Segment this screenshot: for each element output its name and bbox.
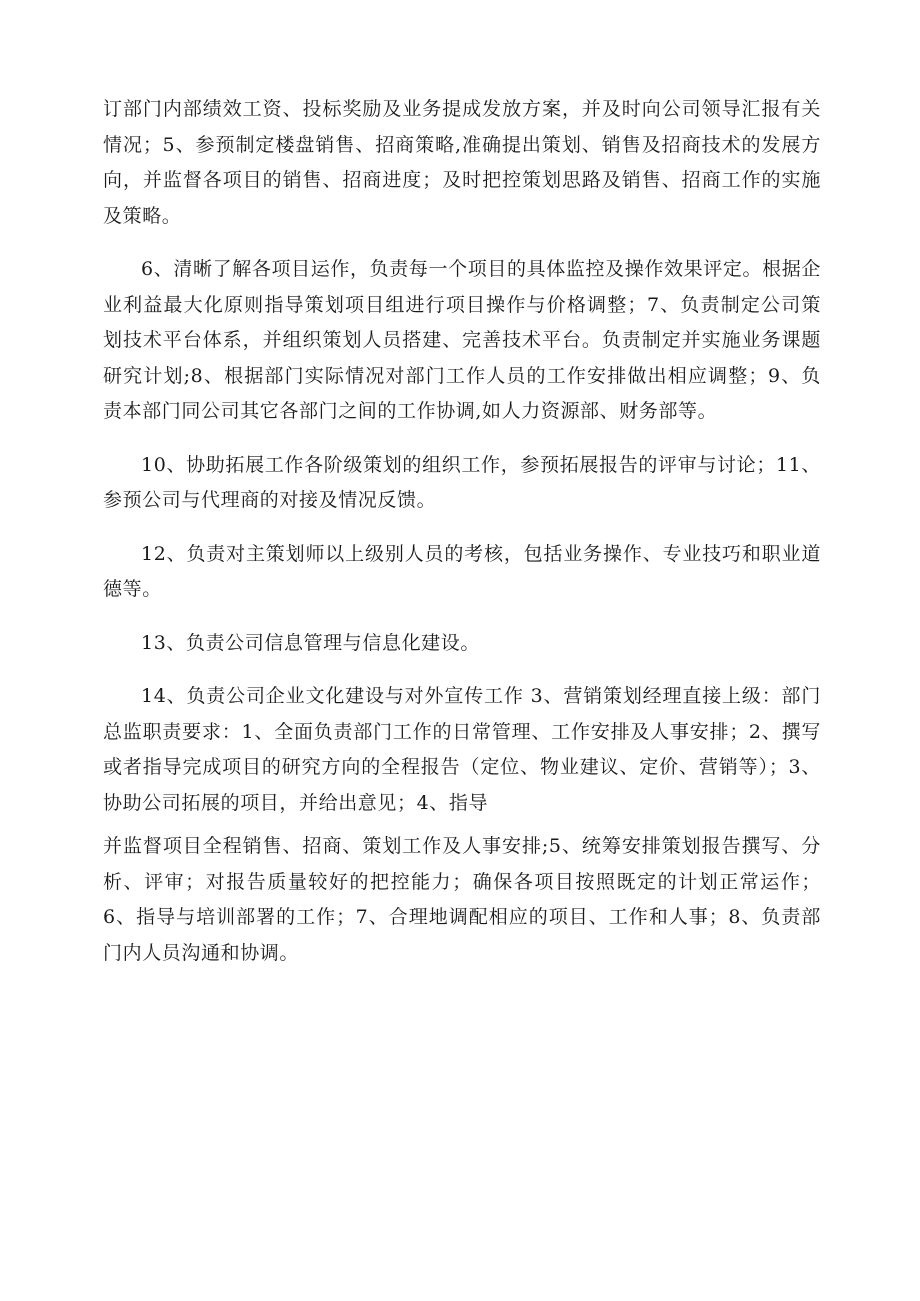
paragraph-3: 10、协助拓展工作各阶级策划的组织工作，参预拓展报告的评审与讨论；11、参预公司与代理商的对接及情况反馈。 xyxy=(103,453,821,511)
paragraph-4: 12、负责对主策划师以上级别人员的考核，包括业务操作、专业技巧和职业道德等。 xyxy=(103,542,821,600)
paragraph-6: 14、负责公司企业文化建设与对外宣传工作 3、营销策划经理直接上级：部门总监职责要求：1、全面负责部门工作的日常管理、工作安排及人事安排；2、撰写或者指导完成项目的研究方向的全程报告（定位、物业建议、定价、营销等）；3、协助公司拓展的项目，并给出意见；4、指导 xyxy=(103,685,821,814)
paragraph-1: 订部门内部绩效工资、投标奖励及业务提成发放方案，并及时向公司领导汇报有关情况；5、参预制定楼盘销售、招商策略,准确提出策划、销售及招商技术的发展方向，并监督各项目的销售、招商进度；及时把控策划思路及销售、招商工作的实施及策略。 xyxy=(103,98,821,227)
document-body xyxy=(103,92,821,989)
paragraph-7: 并监督项目全程销售、招商、策划工作及人事安排;5、统筹安排策划报告撰写、分析、评审；对报告质量较好的把控能力；确保各项目按照既定的计划正常运作；6、指导与培训部署的工作；7、合理地调配相应的项目、工作和人事；8、负责部门内人员沟通和协调。 xyxy=(103,835,821,964)
paragraph-2: 6、清晰了解各项目运作，负责每一个项目的具体监控及操作效果评定。根据企业利益最大化原则指导策划项目组进行项目操作与价格调整；7、负责制定公司策划技术平台体系，并组织策划人员搭建、完善技术平台。负责制定并实施业务课题研究计划;8、根据部门实际情况对部门工作人员的工作安排做出相应调整；9、负责本部门同公司其它各部门之间的工作协调,如人力资源部、财务部等。 xyxy=(103,258,821,422)
paragraph-5: 13、负责公司信息管理与信息化建设。 xyxy=(141,631,480,654)
